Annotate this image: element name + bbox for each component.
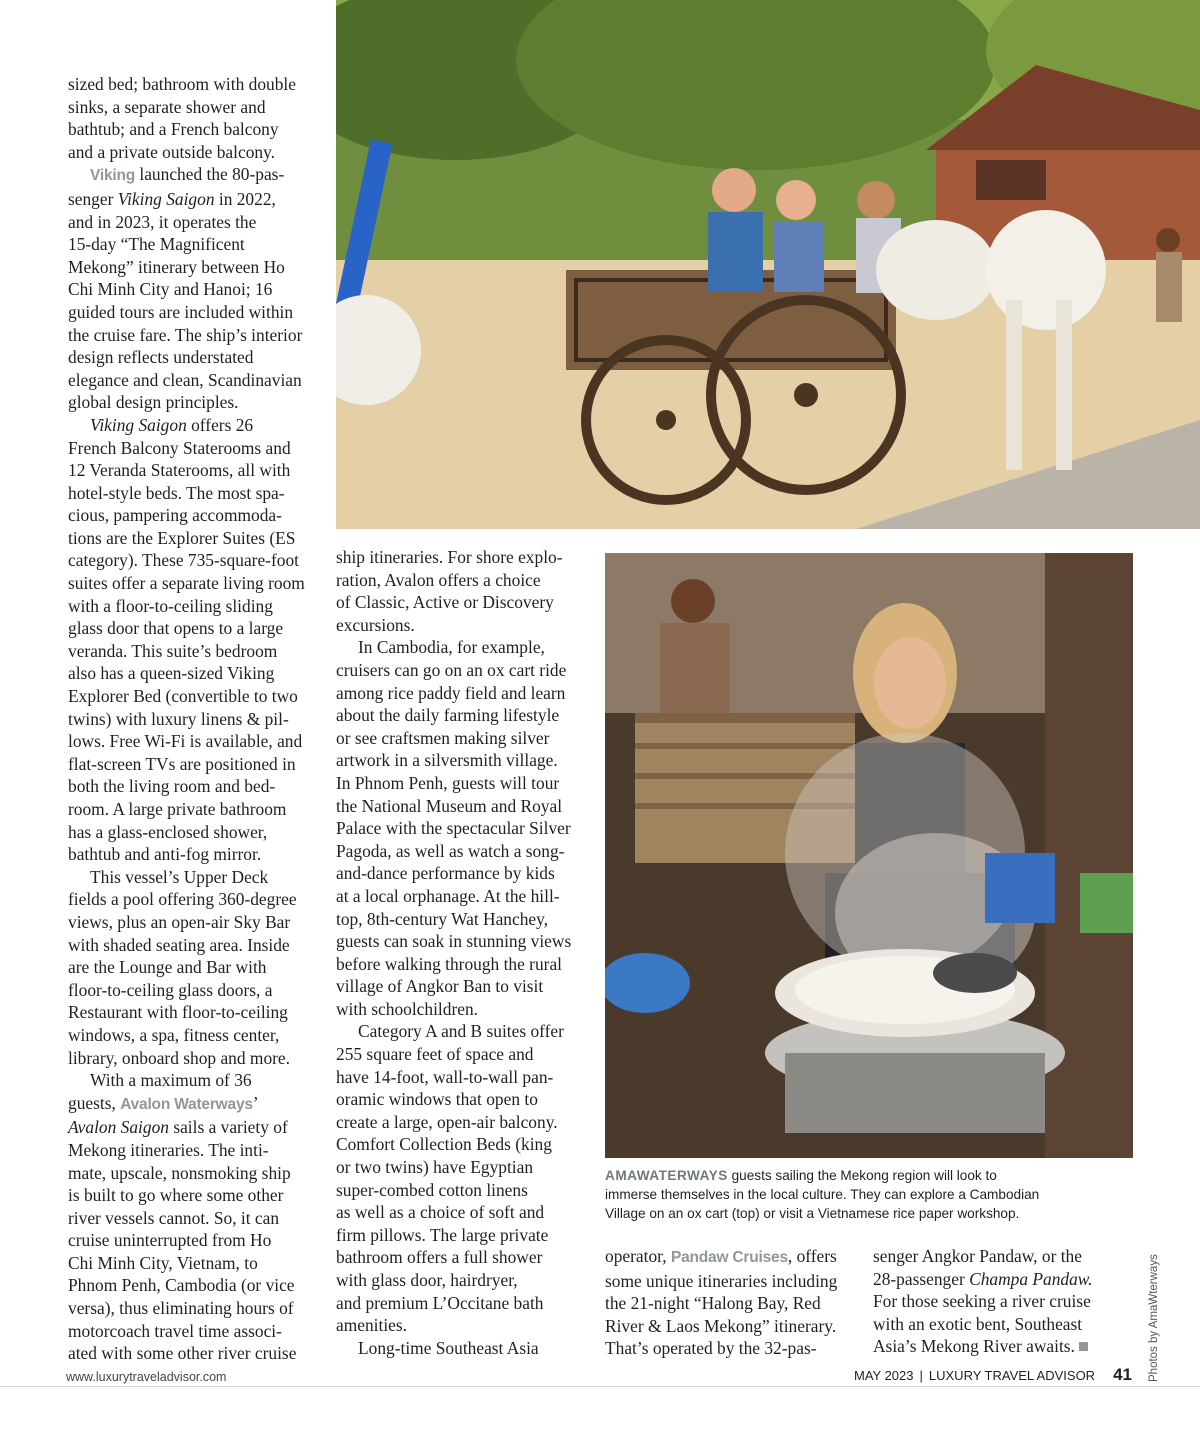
body-line: the cruise fare. The ship’s interior (68, 324, 303, 345)
caption-line: Village on an ox cart (top) or visit a Vietnamese rice paper workshop. (605, 1206, 1020, 1221)
body-line: Palace with the spectacular Silver (336, 818, 571, 839)
article-column-1 (68, 73, 313, 1365)
caption-line: AMAWATERWAYS guests sailing the Mekong region will look to (605, 1168, 997, 1183)
caption-brand: AMAWATERWAYS (605, 1168, 728, 1183)
body-line: ship itineraries. For shore explo- (336, 547, 563, 567)
body-line: guests, Avalon Waterways’ (68, 1092, 259, 1113)
body-line: or two twins) have Egyptian (336, 1157, 534, 1178)
avalon-brand-name: Avalon Waterways (120, 1095, 253, 1113)
body-line: is built to go where some other (68, 1185, 284, 1206)
body-line: windows, a spa, fitness center, (68, 1024, 280, 1045)
body-line: design reflects understated (68, 347, 254, 368)
body-line: veranda. This suite’s bedroom (68, 640, 278, 661)
body-line: bathroom offers a full shower (336, 1247, 543, 1268)
footer-website-link[interactable]: www.luxurytraveladvisor.com (66, 1370, 227, 1384)
body-line: senger Angkor Pandaw, or the (873, 1246, 1082, 1266)
body-line: Mekong itineraries. The inti- (68, 1139, 269, 1160)
folio-separator: | (919, 1368, 923, 1383)
body-line: cruisers can go on an ox cart ride (336, 659, 567, 680)
caption-line: immerse themselves in the local culture. They can explore a Cambodian (605, 1187, 1040, 1202)
body-line: cious, pampering accommoda- (68, 505, 282, 526)
body-line: elegance and clean, Scandinavian (68, 369, 302, 390)
body-line: with schoolchildren. (336, 998, 478, 1019)
ox-cart-illustration (336, 0, 1200, 529)
body-line: guests can soak in stunning views (336, 931, 572, 952)
body-line: sized bed; bathroom with double (68, 74, 296, 94)
body-line: the 21-night “Halong Bay, Red (605, 1293, 821, 1314)
viking-paragraph-start: Viking launched the 80-pas- (90, 164, 285, 185)
body-line: as well as a choice of soft and (336, 1202, 545, 1223)
body-line: have 14-foot, wall-to-wall pan- (336, 1066, 554, 1087)
body-line: some unique itineraries including (605, 1270, 838, 1291)
photo-credit: Photos by AmaWterways (1148, 1254, 1160, 1382)
ship-name: Viking Saigon (90, 414, 187, 435)
pandaw-brand-name: Pandaw Cruises (670, 1249, 788, 1266)
body-line: and a private outside balcony. (68, 141, 276, 162)
body-line: This vessel’s Upper Deck (90, 866, 269, 887)
body-line: Viking Saigon offers 26 (90, 414, 254, 435)
body-line: and premium L’Occitane bath (336, 1292, 544, 1313)
body-line: also has a queen-sized Viking (68, 663, 275, 684)
body-line: ration, Avalon offers a choice (336, 569, 541, 590)
body-line: 28-passenger Champa Pandaw. (873, 1268, 1093, 1289)
body-line: twins) with luxury linens & pil- (68, 708, 289, 729)
body-line: before walking through the rural (336, 953, 563, 974)
body-line: firm pillows. The large private (336, 1224, 549, 1245)
body-line: bathtub and anti-fog mirror. (68, 844, 262, 865)
body-line: category). These 735-square-foot (68, 550, 299, 571)
body-line: Chi Minh City, Vietnam, to (68, 1252, 258, 1273)
body-line: super-combed cotton linens (336, 1179, 528, 1200)
body-line: and in 2023, it operates the (68, 211, 257, 232)
issue-date: MAY 2023 (853, 1368, 914, 1383)
body-line: global design principles. (68, 392, 239, 413)
ship-name: Avalon Saigon (68, 1117, 169, 1138)
ox-cart-photo (336, 0, 1200, 529)
body-line: oramic windows that open to (336, 1089, 538, 1110)
footer-divider (0, 1386, 1200, 1387)
body-line: flat-screen TVs are positioned in (68, 753, 296, 774)
body-line: River & Laos Mekong” itinerary. (605, 1315, 837, 1336)
body-line: both the living room and bed- (68, 776, 276, 797)
body-line: create a large, open-air balcony. (336, 1111, 558, 1132)
body-line: With a maximum of 36 (90, 1070, 252, 1091)
body-line: of Classic, Active or Discovery (336, 592, 554, 613)
body-line: and-dance performance by kids (336, 863, 555, 884)
body-line: Mekong” itinerary between Ho (68, 256, 285, 277)
body-line: Category A and B suites offer (358, 1021, 564, 1042)
body-line: 15-day “The Magnificent (68, 234, 245, 255)
body-line: senger Viking Saigon in 2022, (68, 188, 276, 209)
body-line: versa), thus eliminating hours of (68, 1298, 294, 1319)
magazine-name: LUXURY TRAVEL ADVISOR (928, 1368, 1096, 1383)
article-column-2 (336, 546, 586, 1359)
body-line: or see craftsmen making silver (336, 727, 550, 748)
body-line: hotel-style beds. The most spa- (68, 482, 285, 503)
body-line: In Phnom Penh, guests will tour (336, 772, 560, 793)
body-line: operator, Pandaw Cruises, offers (605, 1246, 837, 1266)
body-line: excursions. (336, 614, 415, 635)
body-line: guided tours are included within (68, 301, 294, 322)
body-line: Asia’s Mekong River awaits. (873, 1335, 1113, 1358)
body-line: Pagoda, as well as watch a song- (336, 840, 565, 861)
body-line: fields a pool offering 360-degree (68, 889, 297, 910)
body-line: amenities. (336, 1315, 407, 1336)
body-line: at a local orphanage. At the hill- (336, 885, 560, 906)
body-line: Long-time Southeast Asia (358, 1337, 539, 1358)
body-line: the National Museum and Royal (336, 795, 563, 816)
body-line: mate, upscale, nonsmoking ship (68, 1162, 291, 1183)
body-line: tions are the Explorer Suites (ES (68, 527, 296, 548)
body-line: library, onboard shop and more. (68, 1047, 290, 1068)
body-line: For those seeking a river cruise (873, 1291, 1091, 1312)
body-line: sinks, a separate shower and (68, 96, 266, 117)
body-line: with a floor-to-ceiling sliding (68, 595, 273, 616)
body-line: In Cambodia, for example, (358, 637, 545, 658)
viking-brand-name: Viking (90, 167, 136, 185)
body-line: That’s operated by the 32-pas- (605, 1338, 817, 1359)
body-line: with shaded seating area. Inside (68, 934, 290, 955)
rice-paper-illustration (605, 553, 1133, 1158)
ship-name: Champa Pandaw. (969, 1268, 1093, 1289)
footer-folio (854, 1365, 1132, 1385)
body-line: bathtub; and a French balcony (68, 119, 279, 140)
body-line: room. A large private bathroom (68, 799, 287, 819)
body-line: lows. Free Wi-Fi is available, and (68, 731, 303, 752)
page-number: 41 (1113, 1365, 1132, 1384)
body-line: French Balcony Staterooms and (68, 437, 291, 458)
body-line: with an exotic bent, Southeast (873, 1313, 1083, 1334)
body-line: Restaurant with floor-to-ceiling (68, 1002, 288, 1023)
body-line: views, plus an open-air Sky Bar (68, 911, 291, 932)
body-line: suites offer a separate living room (68, 573, 305, 594)
article-column-4 (873, 1245, 1113, 1358)
body-line: 12 Veranda Staterooms, all with (68, 460, 291, 481)
body-line: about the daily farming lifestyle (336, 705, 560, 726)
body-line: top, 8th-century Wat Hanchey, (336, 908, 549, 929)
article-column-3 (605, 1245, 855, 1360)
body-line: has a glass-enclosed shower, (68, 821, 268, 842)
body-line: Explorer Bed (convertible to two (68, 686, 298, 707)
body-line: with glass door, hairdryer, (336, 1270, 518, 1290)
body-line: cruise uninterrupted from Ho (68, 1230, 272, 1251)
rice-paper-workshop-photo (605, 553, 1133, 1158)
end-of-article-mark (1079, 1342, 1088, 1351)
body-line: glass door that opens to a large (68, 618, 284, 639)
body-line: Comfort Collection Beds (king (336, 1134, 552, 1155)
body-line: artwork in a silversmith village. (336, 750, 558, 771)
body-line: river vessels cannot. So, it can (68, 1207, 280, 1228)
body-line: Phnom Penh, Cambodia (or vice (68, 1275, 295, 1296)
body-line: among rice paddy field and learn (336, 682, 566, 703)
body-line: floor-to-ceiling glass doors, a (68, 979, 273, 1000)
photo-caption (605, 1166, 1135, 1223)
body-line: motorcoach travel time associ- (68, 1320, 282, 1341)
body-line: are the Lounge and Bar with (68, 957, 267, 978)
body-line: village of Angkor Ban to visit (336, 976, 544, 997)
body-line: Chi Minh City and Hanoi; 16 (68, 279, 273, 300)
body-line: 255 square feet of space and (336, 1044, 534, 1065)
body-line: ated with some other river cruise (68, 1343, 297, 1364)
body-line: Avalon Saigon sails a variety of (68, 1117, 288, 1138)
ship-name: Viking Saigon (117, 188, 215, 209)
